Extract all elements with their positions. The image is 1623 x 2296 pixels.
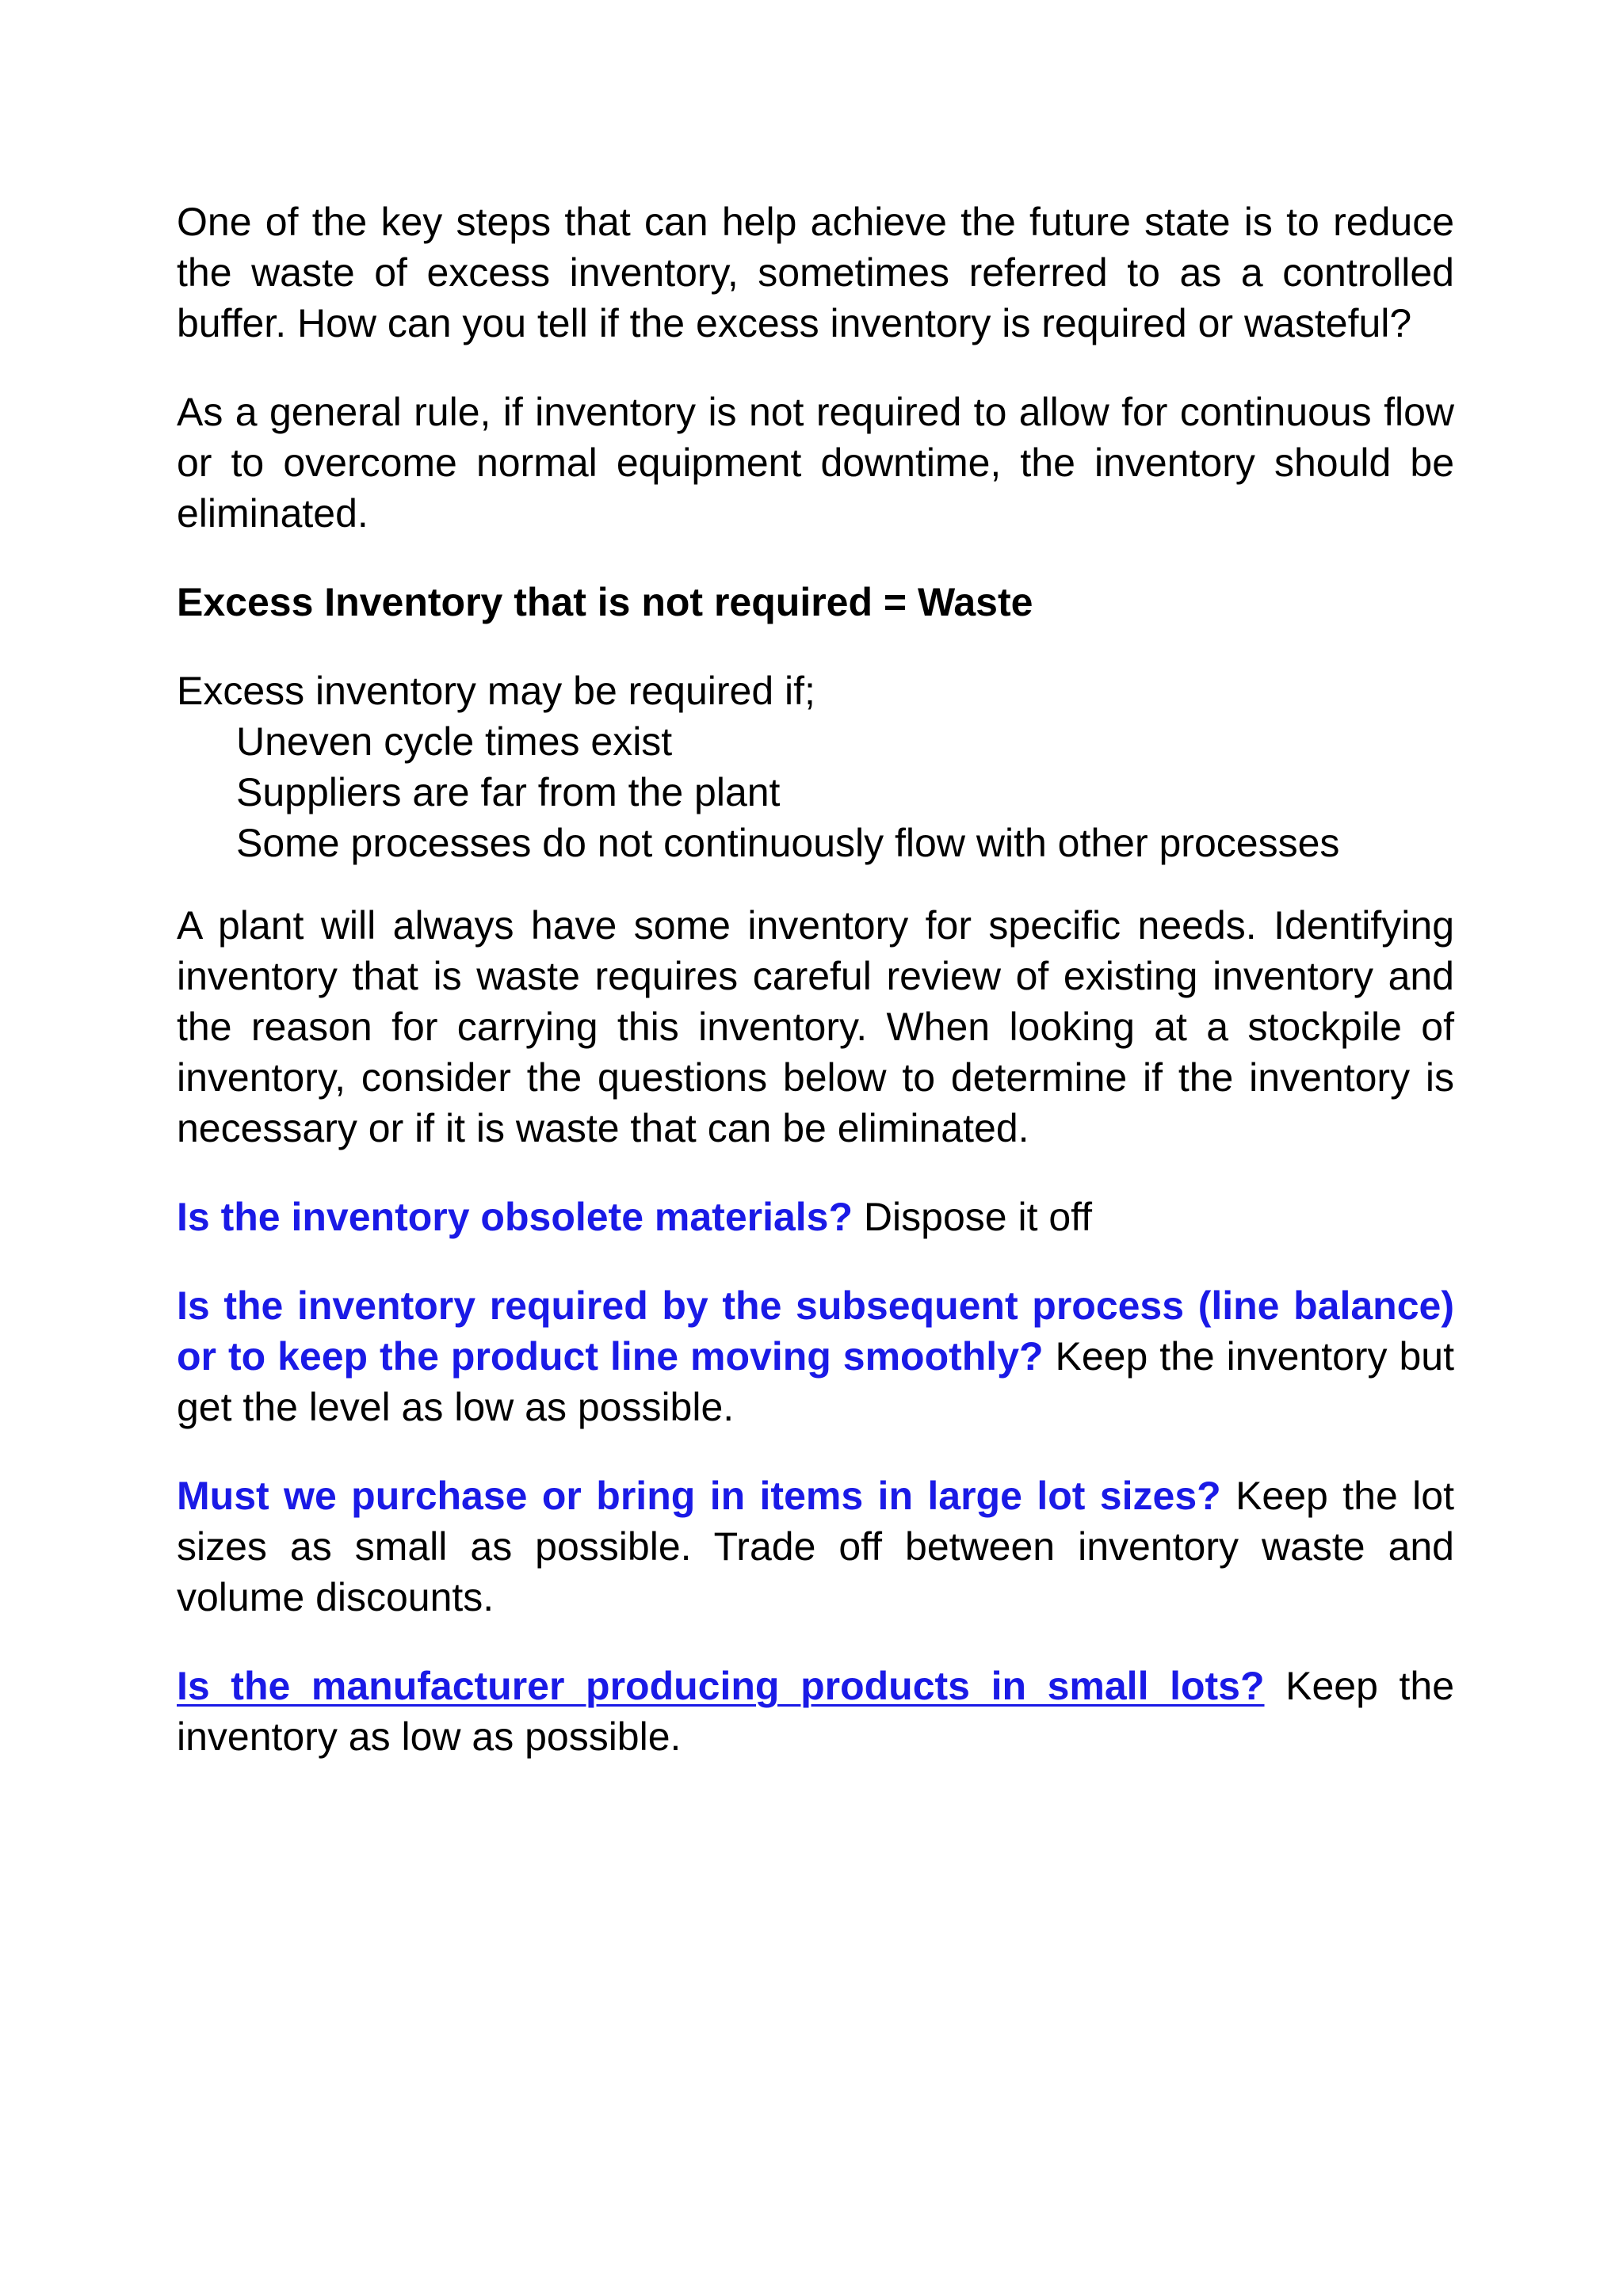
question-block-small-lots (177, 1661, 1454, 1762)
reason-item: Some processes do not continuously flow with other processes (236, 821, 1340, 865)
waste-heading: Excess Inventory that is not required = Waste (177, 580, 1033, 624)
answer-lot-sizes: Keep the lot sizes as small as possible. Trade off between inventory waste and volume discounts. (177, 1474, 1454, 1619)
answer-small-lots: Keep the inventory as low as possible. (177, 1664, 1455, 1759)
reason-item: Uneven cycle times exist (236, 719, 673, 764)
reasons-lead: Excess inventory may be required if; (177, 669, 815, 713)
question-block-lot-sizes (177, 1470, 1454, 1623)
question-subsequent-process: Is the inventory required by the subsequent process (line balance) or to keep the product line moving smoothly? (177, 1283, 1454, 1379)
question-block-obsolete (177, 1192, 1454, 1242)
rule-paragraph: As a general rule, if inventory is not required to allow for continuous flow or to overcome normal equipment downtime, the inventory should be eliminated. (177, 390, 1454, 536)
intro-paragraph: One of the key steps that can help achieve the future state is to reduce the waste of excess inventory, sometimes referred to as a controlled buffer. How can you tell if the excess inventory is required or wasteful? (177, 200, 1454, 345)
answer-obsolete: Dispose it off (853, 1195, 1093, 1239)
reasons-list (177, 716, 1454, 868)
document-page (177, 196, 1454, 1800)
answer-subsequent-process: Keep the inventory but get the level as low as possible. (177, 1334, 1455, 1429)
question-block-subsequent (177, 1280, 1454, 1432)
question-lot-sizes: Must we purchase or bring in items in large lot sizes? (177, 1474, 1221, 1518)
review-paragraph: A plant will always have some inventory for specific needs. Identifying inventory that is waste requires careful review of existing inventory and the reason for carrying this inventory. When looking at a stockpile of inventory, consider the questions below to determine if the inventory is necessary or if it is waste that can be eliminated. (177, 903, 1454, 1150)
question-small-lots-link[interactable]: Is the manufacturer producing products in small lots? (177, 1664, 1265, 1708)
question-obsolete: Is the inventory obsolete materials? (177, 1195, 854, 1239)
reason-item: Suppliers are far from the plant (236, 770, 781, 814)
